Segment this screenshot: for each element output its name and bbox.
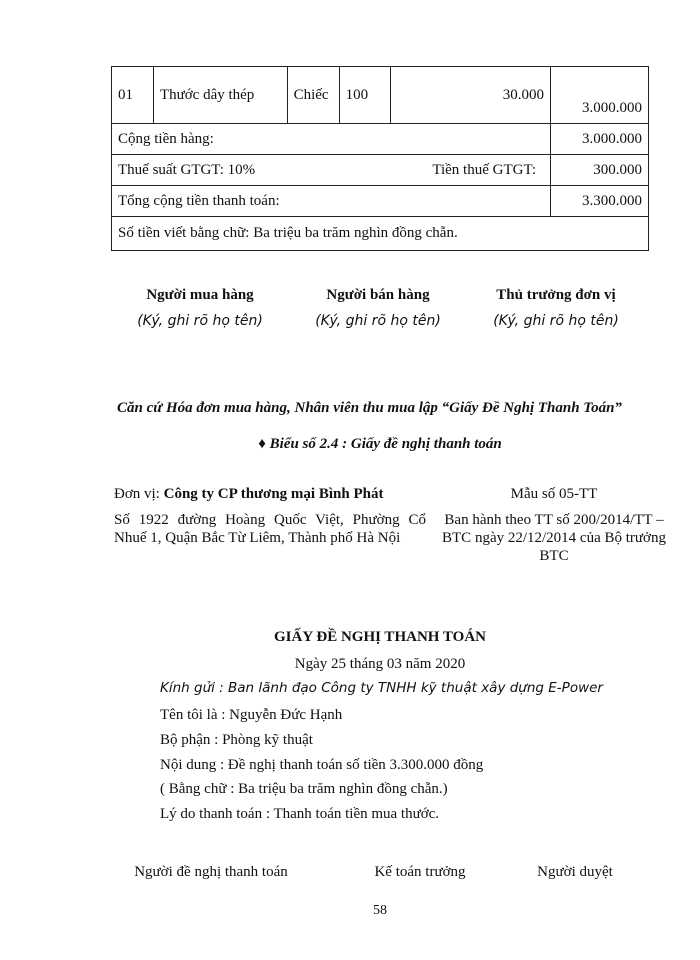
form-caption: ♦ Biểu số 2.4 : Giấy đề nghị thanh toán — [258, 436, 502, 452]
request-amount-words: ( Bằng chữ : Ba triệu ba trăm nghìn đồng chẵn.) — [160, 781, 448, 797]
company-address: Số 1922 đường Hoàng Quốc Việt, Phường Cổ Nhuế 1, Quận Bắc Từ Liêm, Thành phố Hà Nội — [114, 512, 426, 546]
chief-accountant-signature-title: Kế toán trưởng — [374, 864, 466, 880]
company-unit — [114, 486, 434, 503]
buyer-signature-title: Người mua hàng — [146, 287, 254, 303]
company-unit-prefix: Đơn vị: — [114, 486, 164, 502]
page-title: GIẤY ĐỀ NGHỊ THANH TOÁN — [274, 629, 486, 645]
goods-total-value: 3.000.000 — [551, 124, 649, 155]
table-row — [112, 67, 649, 124]
requester-name: Tên tôi là : Nguyễn Đức Hạnh — [160, 707, 343, 723]
form-code: Mẫu số 05-TT — [510, 486, 598, 502]
table-row — [112, 186, 649, 217]
vat-cell — [112, 155, 551, 186]
item-name: Thước dây thép — [153, 67, 287, 124]
request-recipient: Kính gửi : Ban lãnh đạo Công ty TNHH kỹ thuật xây dựng E-Power — [160, 680, 603, 696]
approver-signature-title: Người duyệt — [537, 864, 613, 880]
requester-dept: Bộ phận : Phòng kỹ thuật — [160, 732, 313, 748]
buyer-signature-note: (Ký, ghi rõ họ tên) — [137, 313, 263, 329]
item-unit: Chiếc — [287, 67, 339, 124]
grand-total-label: Tổng cộng tiền thanh toán: — [112, 186, 551, 217]
table-row — [112, 155, 649, 186]
item-price: 30.000 — [391, 67, 551, 124]
amount-in-words: Số tiền viết bằng chữ: Ba triệu ba trăm nghìn đồng chẵn. — [112, 217, 649, 251]
intro-text: Căn cứ Hóa đơn mua hàng, Nhân viên thu mua lập “Giấy Đề Nghị Thanh Toán” — [117, 400, 622, 416]
item-amount: 3.000.000 — [551, 67, 649, 124]
item-qty: 100 — [339, 67, 391, 124]
company-name: Công ty CP thương mại Bình Phát — [163, 486, 384, 502]
request-reason: Lý do thanh toán : Thanh toán tiền mua thước. — [160, 806, 440, 822]
head-signature-title: Thủ trưởng đơn vị — [496, 287, 616, 303]
item-no: 01 — [112, 67, 154, 124]
invoice-table — [111, 66, 649, 251]
seller-signature-note: (Ký, ghi rõ họ tên) — [315, 313, 441, 329]
seller-signature-title: Người bán hàng — [326, 287, 430, 303]
form-issued: Ban hành theo TT số 200/2014/TT – BTC ngày 22/12/2014 của Bộ trưởng BTC — [442, 512, 666, 564]
page-number: 58 — [373, 903, 387, 918]
request-content: Nội dung : Đề nghị thanh toán số tiền 3.300.000 đồng — [160, 757, 484, 773]
table-row — [112, 217, 649, 251]
goods-total-label: Cộng tiền hàng: — [112, 124, 551, 155]
grand-total-value: 3.300.000 — [551, 186, 649, 217]
vat-amount-value: 300.000 — [551, 155, 649, 186]
request-date: Ngày 25 tháng 03 năm 2020 — [294, 656, 466, 672]
head-signature-note: (Ký, ghi rõ họ tên) — [493, 313, 619, 329]
vat-amount-label: Tiền thuế GTGT: — [432, 161, 537, 178]
requester-signature-title: Người đề nghị thanh toán — [134, 864, 288, 880]
vat-rate-label: Thuế suất GTGT: 10% — [118, 161, 256, 178]
table-row — [112, 124, 649, 155]
